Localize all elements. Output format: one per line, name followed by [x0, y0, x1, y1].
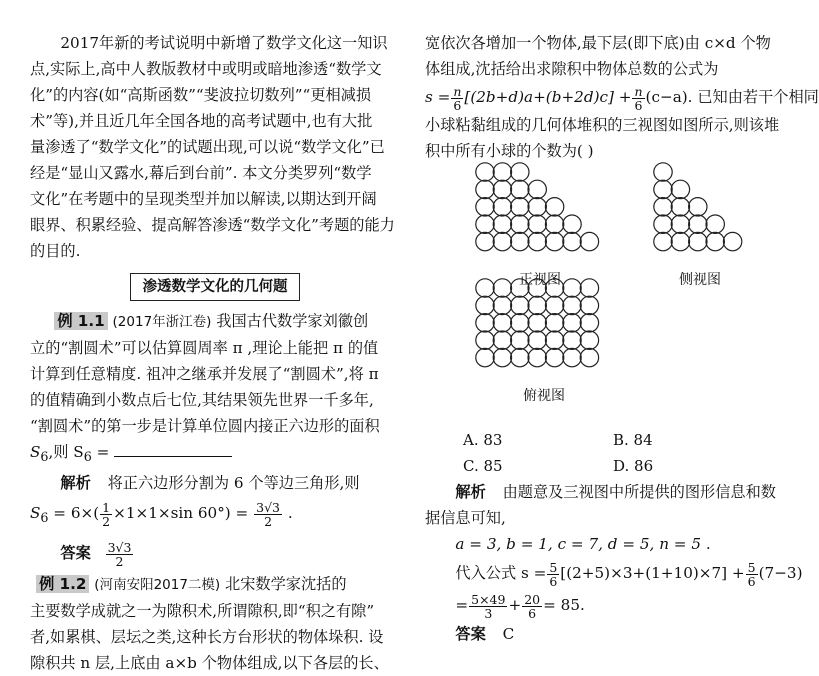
example-text: 积中所有小球的个数为( ) — [425, 142, 594, 160]
ball-circle — [580, 232, 598, 250]
intro-line: 术”等),并且近几年全国各地的高考试题中,也有大批 — [30, 112, 373, 130]
side-view-caption: 侧视图 — [679, 272, 721, 288]
example-label: 例 1.1 — [54, 312, 107, 330]
fraction — [632, 85, 644, 112]
ball-circle — [563, 232, 581, 250]
option-c[interactable]: C. 85 — [463, 457, 503, 475]
intro-line: 2017年新的考试说明中新增了数学文化这一知识 — [60, 34, 388, 52]
intro-line: 眼界、积累经验、提高解答渗透“数学文化”考题的能力 — [30, 216, 395, 234]
denominator: 6 — [634, 97, 643, 113]
example-source: (河南安阳2017二模) — [94, 577, 221, 594]
answer-label: 答案 — [60, 544, 91, 563]
example-label: 例 1.2 — [36, 575, 89, 593]
ball-circle — [476, 314, 494, 332]
denominator: 2 — [264, 513, 273, 529]
example-text: 主要数学成就之一为隙积术,所谓隙积,即“积之有隙” — [30, 602, 375, 621]
s6-subscript: 6 — [40, 449, 49, 465]
analysis-text: 将正六边形分割为 6 个等边三角形,则 — [107, 474, 360, 493]
intro-line: 化”的内容(如“高斯函数”“斐波拉切数列”“更相减损 — [30, 86, 372, 104]
ball-circle — [511, 348, 529, 366]
denominator: 2 — [115, 553, 124, 569]
intro-line: 经是“显山又露水,幕后到台前”. 本文分类罗列“数学 — [30, 164, 372, 182]
ball-circle — [706, 232, 724, 250]
intro-line: 点,实际上,高中人教版教材中或明或暗地渗透“数学文 — [30, 60, 382, 78]
ball-circle — [493, 314, 511, 332]
ball-circle — [580, 279, 598, 297]
example-text: 者,如累棋、层坛之类,这种长方台形状的物体垛积. 设 — [30, 628, 384, 647]
analysis-formula — [30, 496, 400, 535]
analysis-label: 解析 — [60, 474, 91, 493]
ball-circle — [476, 215, 494, 233]
ball-circle — [545, 232, 563, 250]
ball-circle — [476, 279, 494, 297]
fraction — [547, 561, 559, 588]
numerator: n — [634, 83, 643, 99]
formula-part: = — [455, 596, 469, 614]
ball-circle — [654, 180, 672, 198]
three-view-drawing — [425, 164, 785, 427]
intro-line: 量渗透了“数学文化”的试题出现,可以说“数学文化”已 — [30, 138, 385, 156]
numerator: 3√3 — [107, 539, 132, 555]
ball-circle — [706, 215, 724, 233]
formula-part: . — [287, 504, 293, 523]
example-text: 的值精确到小数点后七位,其结果领先世界一千多年, — [30, 391, 374, 409]
option-b[interactable]: B. 84 — [613, 431, 653, 449]
fraction — [100, 501, 112, 528]
formula-part: + — [508, 596, 522, 614]
ball-circle — [528, 215, 546, 233]
section-title: 渗透数学文化的几何题 — [130, 273, 300, 301]
ball-circle — [528, 198, 546, 216]
ball-circle — [528, 331, 546, 349]
answer-blank — [114, 442, 232, 457]
fraction — [451, 85, 463, 112]
formula-part: = 6×( — [53, 504, 100, 523]
ball-circle — [528, 296, 546, 314]
ball-circle — [563, 296, 581, 314]
denominator: 6 — [453, 97, 462, 113]
example-text: “割圆术”的第一步是计算单位圆内接正六边形的面积 — [30, 417, 380, 435]
s6-symbol: S — [30, 443, 41, 461]
ball-circle — [493, 348, 511, 366]
analysis-label: 解析 — [455, 483, 486, 501]
formula-part: [(2b+d)a+(b+2d)c] + — [464, 88, 632, 106]
formula-part: (c−a). 已知由若干个相同 — [645, 88, 819, 106]
ball-circle — [528, 348, 546, 366]
ball-circle — [476, 180, 494, 198]
numerator: 20 — [524, 591, 541, 607]
ball-circle — [493, 180, 511, 198]
ball-circle — [476, 232, 494, 250]
answer-options — [425, 427, 785, 479]
ball-circle — [511, 232, 529, 250]
ball-circle — [689, 198, 707, 216]
numerator: 5 — [747, 559, 756, 575]
example-1-1 — [30, 308, 400, 571]
intro-line: 的目的. — [30, 242, 81, 260]
ball-circle — [654, 198, 672, 216]
ball-circle — [563, 279, 581, 297]
substitution-line — [425, 557, 803, 589]
ball-circle — [671, 232, 689, 250]
ball-circle — [654, 232, 672, 250]
three-view-figure — [425, 164, 785, 427]
ball-circle — [511, 331, 529, 349]
top-view-circles — [476, 279, 599, 367]
numerator: 1 — [102, 499, 111, 515]
example-text: 隙积共 n 层,上底由 a×b 个物体组成,以下各层的长、 — [30, 654, 389, 673]
ball-circle — [654, 215, 672, 233]
fraction — [746, 561, 758, 588]
ball-circle — [476, 348, 494, 366]
formula-part: s = — [425, 88, 451, 106]
shen-kuo-formula — [425, 82, 819, 113]
answer-value: C — [502, 625, 515, 643]
formula-part: = 85. — [543, 596, 585, 614]
ball-circle — [511, 215, 529, 233]
formula-part: ×1×1×sin 60°) = — [113, 504, 249, 523]
example-text: 我国古代数学家刘徽创 — [216, 312, 369, 330]
numerator: 5 — [549, 559, 558, 575]
example-source: (2017年浙江卷) — [112, 314, 212, 330]
s6-subscript: 6 — [40, 510, 49, 526]
ball-circle — [493, 279, 511, 297]
denominator: 6 — [747, 573, 756, 589]
ball-circle — [563, 331, 581, 349]
ball-circle — [545, 198, 563, 216]
example-text: 宽依次各增加一个物体,最下层(即下底)由 c×d 个物 — [425, 34, 771, 52]
denominator: 2 — [102, 513, 111, 529]
denominator: 3 — [484, 605, 493, 621]
ball-circle — [476, 198, 494, 216]
ball-circle — [563, 348, 581, 366]
ball-circle — [654, 163, 672, 181]
front-view-caption: 正视图 — [519, 272, 561, 288]
example-text: 立的“割圆术”可以估算圆周率 π ,理论上能把 π 的值 — [30, 339, 379, 357]
ball-circle — [580, 296, 598, 314]
ball-circle — [545, 314, 563, 332]
ball-circle — [511, 180, 529, 198]
ball-circle — [493, 198, 511, 216]
example-text: 计算到任意精度. 祖冲之继承并发展了“割圆术”,将 π — [30, 365, 379, 383]
ball-circle — [511, 296, 529, 314]
ball-circle — [545, 296, 563, 314]
ball-circle — [545, 215, 563, 233]
example-text: 体组成,沈括给出求隙积中物体总数的公式为 — [425, 60, 719, 78]
intro-paragraph — [30, 30, 400, 264]
values-line: a = 3, b = 1, c = 7, d = 5, n = 5 . — [455, 535, 711, 553]
side-view-circles — [654, 163, 742, 251]
analysis-text: 由题意及三视图中所提供的图形信息和数 — [502, 483, 776, 501]
ball-circle — [580, 348, 598, 366]
ball-circle — [671, 180, 689, 198]
left-column — [30, 30, 400, 676]
ball-circle — [493, 331, 511, 349]
option-a[interactable]: A. 83 — [463, 431, 503, 449]
example-text: 北宋数学家沈括的 — [225, 575, 347, 594]
ball-circle — [511, 163, 529, 181]
example-text: ,则 S — [48, 443, 84, 461]
ball-circle — [689, 215, 707, 233]
equals-sign: = — [91, 443, 115, 461]
fraction — [254, 501, 282, 528]
ball-circle — [723, 232, 741, 250]
ball-circle — [671, 198, 689, 216]
ball-circle — [528, 180, 546, 198]
ball-circle — [545, 331, 563, 349]
ball-circle — [580, 331, 598, 349]
ball-circle — [671, 215, 689, 233]
denominator: 6 — [528, 605, 537, 621]
example-1-2 — [30, 571, 400, 676]
answer-fraction — [106, 541, 134, 568]
numerator: n — [453, 83, 462, 99]
s6-symbol: S — [30, 504, 41, 523]
ball-circle — [493, 232, 511, 250]
ball-circle — [493, 163, 511, 181]
formula-part: [(2+5)×3+(1+10)×7] + — [560, 564, 745, 582]
result-line — [425, 589, 785, 621]
example-text: 小球粘黏组成的几何体堆积的三视图如图所示,则该堆 — [425, 116, 780, 134]
ball-circle — [528, 232, 546, 250]
s6-subscript: 6 — [83, 449, 92, 465]
top-view-caption: 俯视图 — [523, 388, 565, 404]
ball-circle — [511, 314, 529, 332]
ball-circle — [545, 348, 563, 366]
numerator: 3√3 — [256, 499, 280, 515]
answer-label: 答案 — [455, 625, 486, 643]
analysis-text: 据信息可知, — [425, 509, 506, 527]
ball-circle — [563, 314, 581, 332]
ball-circle — [476, 163, 494, 181]
ball-circle — [689, 232, 707, 250]
ball-circle — [511, 198, 529, 216]
denominator: 6 — [549, 573, 558, 589]
ball-circle — [476, 296, 494, 314]
ball-circle — [493, 296, 511, 314]
ball-circle — [563, 215, 581, 233]
fraction — [469, 593, 507, 620]
fraction — [522, 593, 542, 620]
option-d[interactable]: D. 86 — [613, 457, 654, 475]
front-view-circles — [476, 163, 599, 251]
intro-line: 文化”在考题中的呈现类型并加以解读,以期达到开阔 — [30, 190, 377, 208]
numerator: 5×49 — [471, 591, 506, 607]
ball-circle — [493, 215, 511, 233]
right-column — [425, 30, 819, 647]
ball-circle — [580, 314, 598, 332]
ball-circle — [476, 331, 494, 349]
ball-circle — [528, 314, 546, 332]
formula-part: 代入公式 s = — [455, 564, 547, 582]
formula-part: (7−3) — [758, 564, 803, 582]
